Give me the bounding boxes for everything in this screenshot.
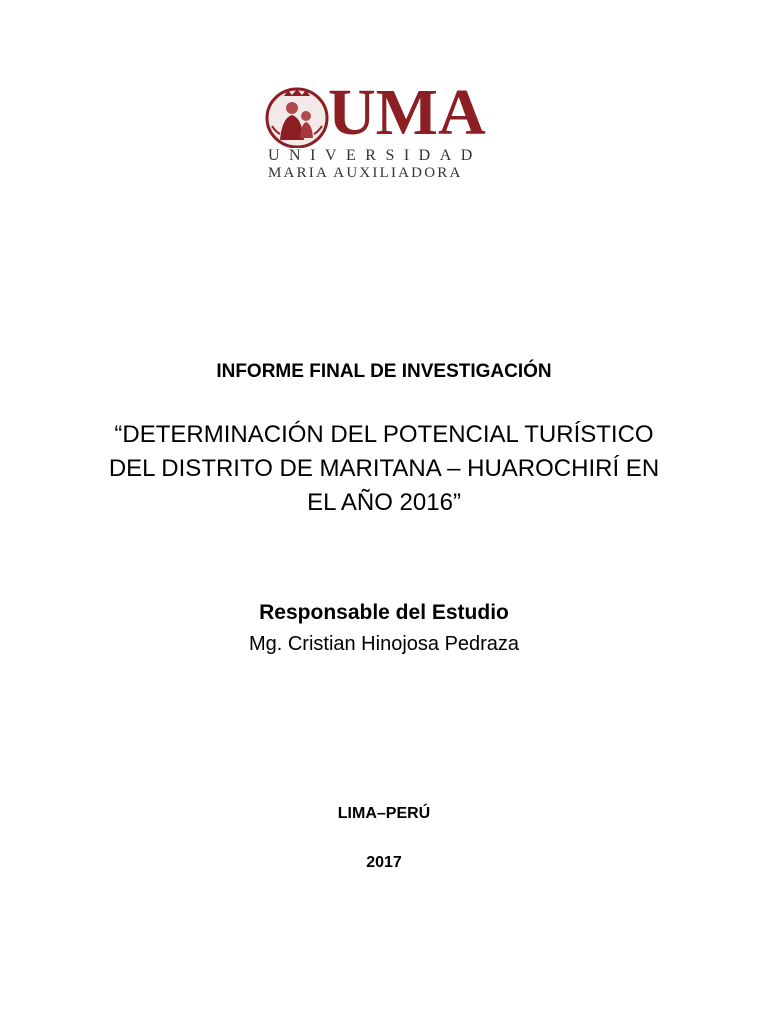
logo-university-text: UNIVERSIDAD <box>268 147 482 164</box>
report-type: INFORME FINAL DE INVESTIGACIÓN <box>216 361 552 382</box>
place: LIMA–PERÚ <box>337 805 431 822</box>
document-title <box>0 418 768 520</box>
year: 2017 <box>366 854 402 871</box>
title-line: EL AÑO 2016” <box>307 489 461 516</box>
logo-wordmark: UMA <box>328 76 486 149</box>
logo-name-text: MARIA AUXILIADORA <box>268 165 463 181</box>
responsible-name: Mg. Cristian Hinojosa Pedraza <box>248 633 520 655</box>
responsible-heading: Responsable del Estudio <box>259 601 509 624</box>
title-line: “DETERMINACIÓN DEL POTENCIAL TURÍSTICO <box>114 421 654 448</box>
crest-icon <box>264 86 330 148</box>
university-logo <box>264 76 504 182</box>
title-line: DEL DISTRITO DE MARITANA – HUAROCHIRÍ EN <box>108 455 660 482</box>
